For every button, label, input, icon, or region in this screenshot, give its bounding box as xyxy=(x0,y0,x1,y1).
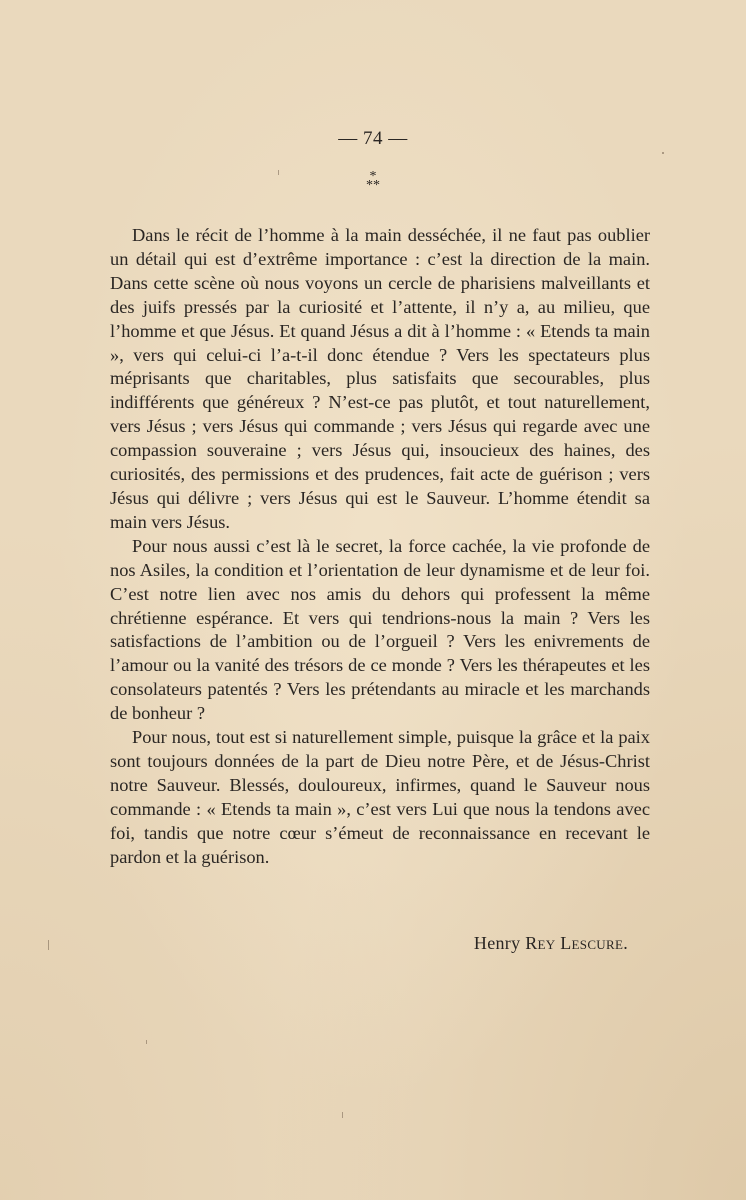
author-signature xyxy=(474,933,628,954)
paragraph-3: Pour nous, tout est si naturellement simple, puisque la grâce et la paix sont toujours données de la part de Dieu notre Père, et de Jésus-Christ notre Sauveur. Blessés, douloureux, infirmes, quand le Sauveur nous commande : « Etends ta main », c’est vers Lui que nous la tendons avec foi, tandis que notre cœur s’émeut de reconnaissance en recevant le pardon et la guérison. xyxy=(110,727,650,867)
paper-speck xyxy=(48,940,49,950)
paper-speck xyxy=(146,1040,147,1044)
author-first-name: Henry xyxy=(473,933,521,953)
paragraph-2: Pour nous aussi c’est là le secret, la force cachée, la vie profonde de nos Asiles, la condition et l’orientation de leur dynamisme et de leur foi. C’est notre lien avec nos amis du dehors qui professent la même chrétienne espérance. Et vers qui tendrions-nous la main ? Vers les satisfactions de l’ambition ou de l’orgueil ? Vers les enivrements de l’amour ou la vanité des trésors de ce monde ? Vers les thérapeutes et les consolateurs patentés ? Vers les prétendants au miracle et les marchands de bonheur ? xyxy=(110,535,650,724)
paper-speck xyxy=(342,1112,343,1118)
paper-speck xyxy=(662,152,664,154)
paragraph-1: Dans le récit de l’homme à la main desséchée, il ne faut pas oublier un détail qui est d’extrême importance : c’est la direction de la main. Dans cette scène où nous voyons un cercle de pharisiens malveillants et des juifs pressés par la curiosité et l’attente, il n’y a, au milieu, que l’homme et que Jésus. Et quand Jésus a dit à l’homme : « Etends ta main », vers qui celui-ci l’a-t-il donc étendue ? Vers les spectateurs plus méprisants que charitables, plus satisfaits que secourables, plus indifférents que généreux ? N’est-ce pas plutôt, et tout naturellement, vers Jésus ; vers Jésus qui commande ; vers Jésus qui regarde avec une compassion souveraine ; vers Jésus qui, insoucieux des haines, des curiosités, des permissions et des prudences, fait acte de guérison ; vers Jésus qui délivre ; vers Jésus qui est le Sauveur. L’homme étendit sa main vers Jésus. xyxy=(110,225,650,532)
page-number: — 74 — xyxy=(338,128,408,149)
paper-speck xyxy=(278,170,279,175)
section-separator-asterism xyxy=(0,169,746,193)
asterism-text: * ** xyxy=(366,169,380,193)
author-last-name: Rey Lescure. xyxy=(525,933,628,953)
body-text xyxy=(110,224,650,869)
